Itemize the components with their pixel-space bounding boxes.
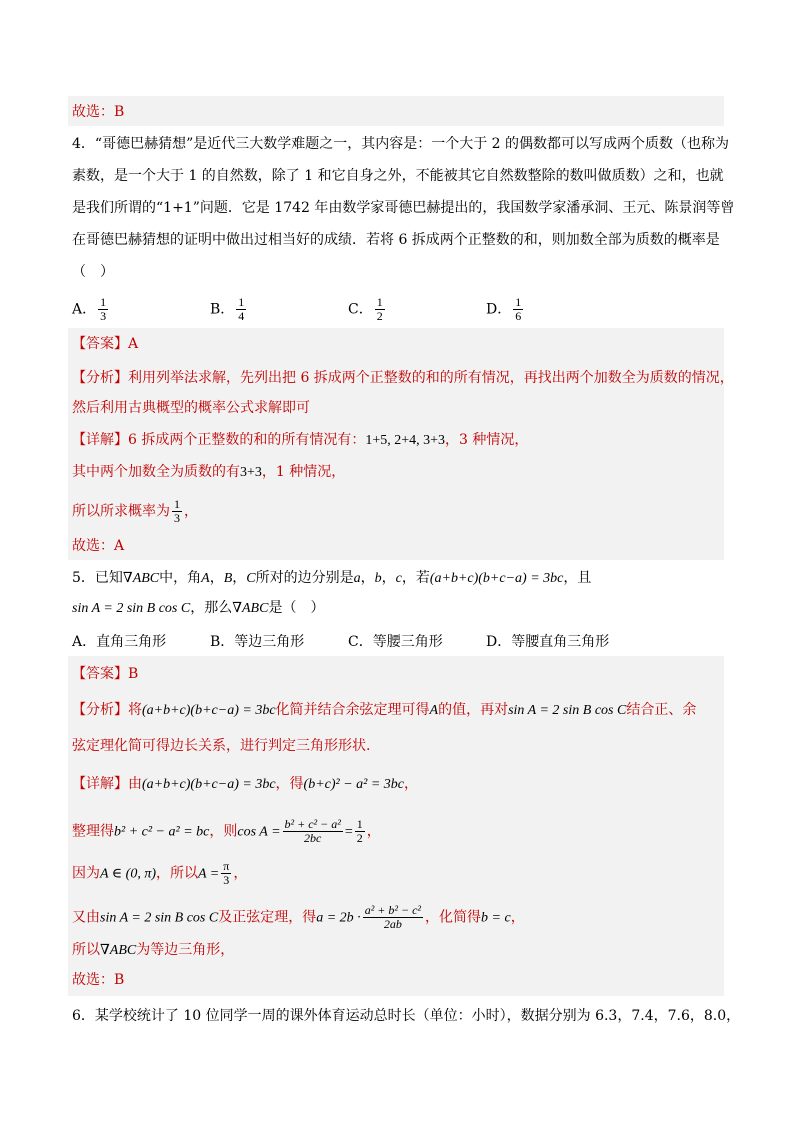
q5-d4-den: 2ab bbox=[383, 917, 402, 931]
q4-detail-2a: 其中两个加数全为质数的有 bbox=[72, 464, 240, 480]
q4-detail-line-1 bbox=[72, 430, 528, 451]
q5-angle-a: A bbox=[201, 571, 210, 586]
q5-an-1b: 化简并结合余弦定理可得 bbox=[275, 702, 430, 718]
q5-option-b: B．等边三角形 bbox=[210, 634, 305, 650]
q5-d4c: ，化简得 bbox=[425, 909, 482, 926]
q5-analysis-line-1 bbox=[72, 700, 696, 721]
q5-side-b: b bbox=[374, 571, 382, 586]
q5-d1-equation-2: (b+c)² − a² = 3bc bbox=[303, 777, 405, 792]
q4-option-c-fraction bbox=[375, 296, 385, 323]
q5-d4d: ， bbox=[510, 909, 525, 926]
q4-stem-line-3: 是我们所谓的“1+1”问题．它是 1742 年由数学家哥德巴赫提出的，我国数学家潘承洞、王元、陈景润等曾 bbox=[72, 200, 735, 216]
q5-d2-den: 2bc bbox=[304, 831, 322, 845]
q4-stem-line-1 bbox=[72, 134, 729, 154]
q5-stem-1c: 所对的边分别是 bbox=[255, 570, 354, 586]
q5-detail-line-3 bbox=[72, 860, 247, 887]
q4-option-d-den: 6 bbox=[515, 309, 522, 323]
q5-d1c: ， bbox=[404, 776, 419, 792]
q5-d2-equals: = bbox=[344, 824, 353, 840]
q4-option-d-num: 1 bbox=[515, 295, 522, 309]
q5-side-a: a bbox=[353, 571, 361, 586]
q5-d2c: ， bbox=[366, 823, 381, 840]
q5-detail-line-5 bbox=[72, 940, 234, 961]
q5-analysis-line-2: 弦定理化简可得边长关系，进行判定三角形形状. bbox=[72, 738, 371, 754]
q5-d4-equation-2: a = 2b · bbox=[316, 910, 361, 926]
q5-equation-1: (a+b+c)(b+c−a) = 3bc bbox=[429, 571, 564, 586]
q4-option-a bbox=[72, 296, 110, 323]
q4-detail-den: 3 bbox=[174, 511, 180, 525]
q5-d1-equation: (a+b+c)(b+c−a) = 3bc bbox=[142, 777, 276, 792]
q5-d3-den: 3 bbox=[223, 873, 230, 887]
q5-d3-equation-2: A = bbox=[198, 866, 220, 882]
q4-option-b-label: B． bbox=[210, 301, 235, 318]
q5-d5-triangle: ∇ABC bbox=[100, 943, 137, 958]
q5-d3-fraction bbox=[221, 860, 231, 887]
q5-stem-2b: ，那么 bbox=[190, 600, 233, 616]
q5-answer bbox=[72, 664, 138, 684]
q4-option-c bbox=[348, 296, 387, 323]
shade-q3-answer bbox=[68, 96, 724, 126]
q4-option-a-den: 3 bbox=[100, 309, 107, 323]
q5-option-c: C．等腰三角形 bbox=[348, 634, 443, 650]
q5-stem-line-1 bbox=[72, 568, 591, 589]
q5-stem-1d: ，若 bbox=[401, 570, 430, 586]
q4-analysis-text-1: 利用列举法求解，先列出把 6 拆成两个正整数的和的所有情况，再找出两个加数全为质数的情况， bbox=[128, 370, 734, 386]
q4-detail-line-3 bbox=[72, 498, 198, 525]
q5-d3-equation: A ∈ (0, π) bbox=[100, 866, 156, 882]
q5-d5a: 所以 bbox=[72, 942, 100, 958]
q3-answer-line: 故选：B bbox=[72, 104, 125, 120]
q5-d3-num: π bbox=[223, 859, 230, 873]
q4-option-b-num: 1 bbox=[238, 295, 245, 309]
q5-d1b: ，得 bbox=[275, 776, 304, 792]
q4-detail-3a: 所以所求概率为 bbox=[72, 503, 170, 520]
q5-d4-num: a² + b² − c² bbox=[364, 903, 422, 917]
q5-d2-num-2: 1 bbox=[356, 817, 363, 831]
q5-d2-cos: cos A = bbox=[237, 824, 281, 840]
q5-number: 5． bbox=[72, 570, 95, 586]
q4-detail-2b: 3+3 bbox=[240, 465, 262, 480]
q5-comma-2: ， bbox=[232, 570, 247, 586]
q5-d1a: 由 bbox=[128, 776, 142, 792]
q5-option-d: D．等腰直角三角形 bbox=[486, 634, 610, 650]
q5-detail-line-2 bbox=[72, 818, 381, 845]
q5-an-1c: 的值，再对 bbox=[438, 702, 509, 718]
q5-stem-2c: 是（ ） bbox=[268, 600, 325, 616]
q4-answer bbox=[72, 334, 138, 354]
q4-paren: （ ） bbox=[72, 264, 114, 280]
q5-an-equation: (a+b+c)(b+c−a) = 3bc bbox=[142, 703, 276, 718]
q5-stem-1a: 已知 bbox=[94, 570, 123, 586]
q4-option-a-fraction bbox=[98, 296, 108, 323]
q5-final: 故选：B bbox=[72, 972, 125, 988]
q5-stem-line-2 bbox=[72, 598, 324, 619]
q5-d2-den-2: 2 bbox=[356, 831, 363, 845]
q5-triangle: ∇ABC bbox=[122, 571, 160, 586]
q5-an-equation-2: sin A = 2 sin B cos C bbox=[508, 703, 627, 718]
q4-final: 故选：A bbox=[72, 538, 125, 554]
q5-d4b: 及正弦定理，得 bbox=[218, 909, 317, 926]
q5-an-1a: 将 bbox=[128, 702, 142, 718]
q4-analysis-line-1 bbox=[72, 368, 734, 388]
q6-stem-line-1: 6．某学校统计了 10 位同学一周的课外体育运动总时长（单位：小时），数据分别为 6.3，7.4，7.6，8.0， bbox=[72, 1008, 741, 1024]
q5-answer-tag: 【答案】 bbox=[72, 666, 128, 682]
q5-triangle-2: ∇ABC bbox=[232, 601, 269, 616]
q5-comma-4: ， bbox=[381, 570, 396, 586]
q5-detail-tag: 【详解】 bbox=[72, 776, 128, 792]
q5-d4-equation: sin A = 2 sin B cos C bbox=[100, 910, 219, 926]
q5-stem-1e: ，且 bbox=[563, 570, 592, 586]
q5-angle-b: B bbox=[223, 571, 233, 586]
q4-detail-num: 1 bbox=[174, 497, 180, 511]
q4-detail-2c: ，1 种情况， bbox=[261, 464, 346, 480]
q4-option-d-fraction bbox=[513, 296, 523, 323]
q4-option-b-fraction bbox=[236, 296, 246, 323]
q5-d2a: 整理得 bbox=[72, 823, 114, 840]
q5-d5b: 为等边三角形， bbox=[136, 942, 235, 958]
q4-stem-1: “哥德巴赫猜想”是近代三大数学难题之一，其内容是：一个大于 2 的偶数都可以写成两个质数（也称为 bbox=[94, 136, 730, 152]
q5-d4-equation-3: b = c bbox=[481, 910, 511, 926]
q4-option-b bbox=[210, 296, 248, 323]
q4-detail-1a: 6 拆成两个正整数的和的所有情况有： bbox=[128, 432, 366, 448]
q4-detail-3c: ， bbox=[184, 503, 198, 520]
q5-comma-1: ， bbox=[209, 570, 224, 586]
q4-option-a-num: 1 bbox=[100, 295, 107, 309]
q5-analysis-tag: 【分析】 bbox=[72, 702, 128, 718]
q4-stem-line-2: 素数，是一个大于 1 的自然数，除了 1 和它自身之外，不能被其它自然数整除的数叫做质数）之和，也就 bbox=[72, 168, 724, 184]
q4-number: 4． bbox=[72, 136, 95, 152]
q4-answer-tag: 【答案】 bbox=[72, 336, 128, 352]
q5-an-angle: A bbox=[429, 703, 439, 718]
q4-answer-value: A bbox=[128, 336, 139, 352]
q4-stem-line-4: 在哥德巴赫猜想的证明中做出过相当好的成绩．若将 6 拆成两个正整数的和，则加数全部为质数的概率是 bbox=[72, 232, 720, 248]
q5-an-1d: 结合正、余 bbox=[626, 702, 697, 718]
q4-detail-line-2 bbox=[72, 462, 345, 483]
q4-option-c-den: 2 bbox=[376, 309, 383, 323]
q4-option-c-num: 1 bbox=[376, 295, 383, 309]
q4-option-b-den: 4 bbox=[238, 309, 245, 323]
q4-detail-1b: 1+5, 2+4, 3+3 bbox=[365, 433, 446, 448]
q4-option-a-label: A． bbox=[72, 301, 97, 318]
q5-d3a: 因为 bbox=[72, 865, 100, 882]
q5-detail-line-4 bbox=[72, 904, 525, 931]
q4-option-d-label: D． bbox=[486, 301, 512, 318]
q4-option-c-label: C． bbox=[348, 301, 373, 318]
q5-d2-fraction-2 bbox=[355, 818, 365, 845]
q4-detail-fraction bbox=[172, 498, 182, 525]
q5-side-c: c bbox=[395, 571, 402, 586]
q5-d3b: ，所以 bbox=[156, 865, 198, 882]
q5-d4-fraction bbox=[363, 904, 423, 931]
q5-d4a: 又由 bbox=[72, 909, 100, 926]
q5-equation-2: sin A = 2 sin B cos C bbox=[72, 601, 191, 616]
q5-option-a: A．直角三角形 bbox=[72, 634, 167, 650]
q4-analysis-line-2: 然后利用古典概型的概率公式求解即可 bbox=[72, 400, 310, 416]
q5-d2b: ，则 bbox=[209, 823, 238, 840]
q5-d2-equation: b² + c² − a² = bc bbox=[114, 824, 210, 840]
q5-stem-1b: 中，角 bbox=[159, 570, 202, 586]
q5-angle-c: C bbox=[246, 571, 256, 586]
q4-detail-1c: ，3 种情况， bbox=[445, 432, 529, 448]
q4-option-d bbox=[486, 296, 525, 323]
q5-detail-line-1 bbox=[72, 774, 418, 795]
q5-d2-num: b² + c² − a² bbox=[284, 817, 341, 831]
q5-d2-fraction bbox=[283, 818, 343, 845]
q5-d3c: ， bbox=[233, 865, 248, 882]
q5-answer-value: B bbox=[128, 666, 139, 682]
q5-comma-3: ， bbox=[360, 570, 375, 586]
q4-detail-tag: 【详解】 bbox=[72, 432, 128, 448]
q4-analysis-tag: 【分析】 bbox=[72, 370, 128, 386]
